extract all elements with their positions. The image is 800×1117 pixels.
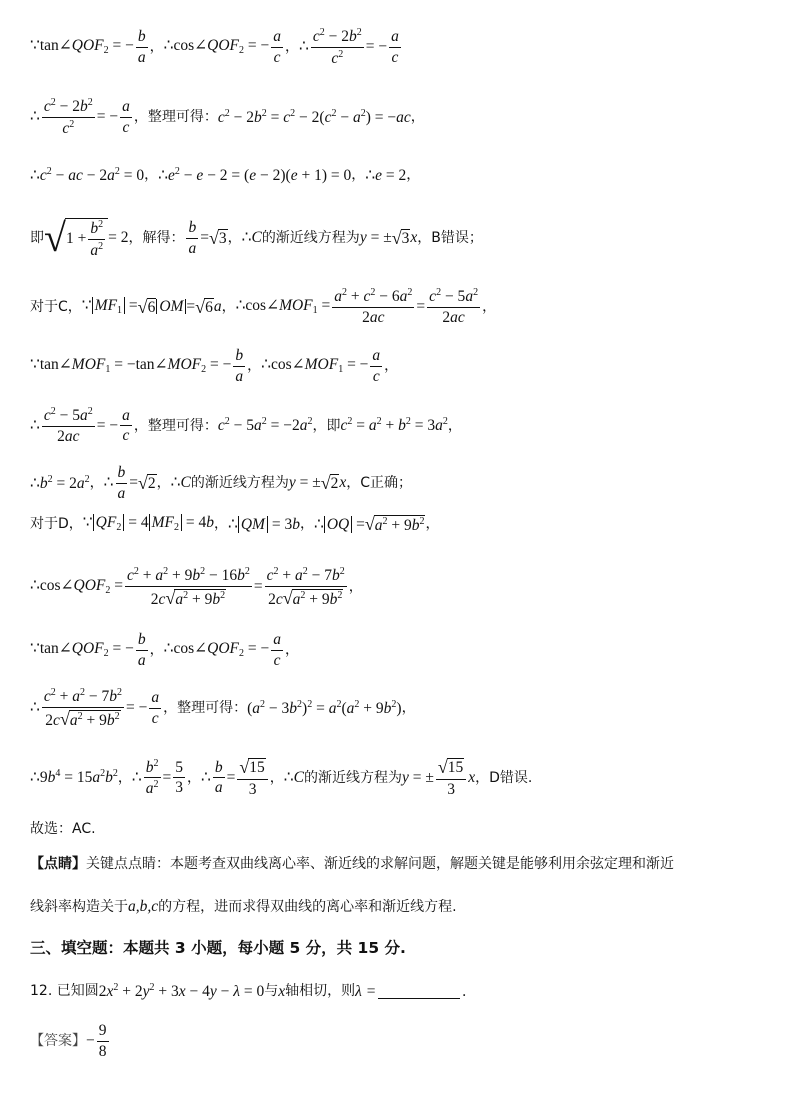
comma: ， — [187, 769, 201, 786]
comma: ， — [425, 516, 440, 533]
comma: ， — [149, 39, 164, 55]
var-lambda: λ = — [355, 982, 377, 1000]
comma: ， — [117, 769, 132, 786]
text-segment: ，即 — [312, 417, 341, 434]
period: . — [462, 982, 467, 1000]
text-segment: 即 — [30, 230, 44, 246]
comma: ， — [269, 769, 284, 786]
comma: ， — [213, 516, 228, 533]
comment-text: 线斜率构造关于 — [30, 898, 128, 915]
text-segment: 对于D， — [30, 516, 83, 533]
comma: ， — [149, 642, 164, 658]
answer-select-text: 故选：AC. — [30, 821, 96, 837]
comma: ， — [156, 475, 171, 491]
text-segment: 轴相切，则 — [285, 983, 356, 1000]
text-segment: 的渐近线方程为 — [190, 475, 289, 491]
text-segment: 的渐近线方程为 — [261, 230, 360, 246]
comma: ， — [144, 167, 159, 184]
solution-line-4: 即 √ 1 + $\frac{b^2}{a^2}$ = 2 ，解得： $\frac{b}{a}$ = √ 3 ， ∴C 的渐近线方程为 y = ± √ 3 x ，B错误； — [30, 215, 483, 260]
solution-line-2: ∴ $\frac{c^2 - 2b^2}{c^2}$ = − $\frac{a}{c}$ ，整理可得： $c^2 - 2b^2 = c^2 - 2(c^2 - a^2) = -ac$ ， — [30, 97, 425, 137]
text-segment: ，整理可得： — [133, 109, 218, 125]
answer-denominator: 8 — [98, 1042, 107, 1060]
solution-line-13: $\therefore 9b^4 = 15a^2b^2$ ， ∴ $\frac{b^2}{a^2}$ = $\frac{5}{3}$ ， ∴ $\frac{b}{a}$ = √ 15 3 ， ∴C 的渐近线方程为 y = ± √ 15 3 x ，D错误. — [30, 757, 533, 798]
comma: ， — [482, 298, 497, 315]
solution-line-6: $\because\tan\angle MOF_1$ = $-\tan\angle MOF_2$ = − $\frac{b}{a}$ ， $\therefore\cos\angle MOF_1$ = − $\frac{a}{c}$ ， — [30, 347, 399, 385]
answer-fraction — [97, 1023, 109, 1059]
solution-line-9: 对于D， ∵ $QF_2 = 4$ $MF_2 = 4b$ ， ∴ QM = 3b ， ∴ OQ = √ $a^2 + 9b^2$ ， — [30, 514, 440, 534]
comma: ， — [351, 167, 366, 184]
comment-tag: 【点睛】 — [30, 856, 86, 872]
solution-line-5: 对于C， ∵ $MF_1$ = √ 6 OM = √ 6 a ， $\therefore\cos\angle MOF_1$ = $\frac{a^2 + c^2 - 6a^2}{2ac}$ = $\frac{c^2 - 5a^2}{2ac}$ ， — [30, 287, 497, 326]
comma: ， — [221, 298, 236, 315]
text-segment: 的渐近线方程为 — [303, 769, 402, 786]
comment-text: 的方程，进而求得双曲线的离心率和渐近线方程. — [158, 898, 457, 915]
comma: ， — [348, 579, 363, 595]
comma: ， — [447, 417, 462, 434]
answer-line — [30, 1023, 780, 1059]
solution-line-1: $\because\tan\angle QOF_2$ = − $\frac{b}{a}$ ， $\therefore\cos\angle QOF_2$ = − $\frac{a}{c}$ ， ∴ $\frac{c^2 - 2b^2}{c^2}$ = − $\frac{a}{c}$ — [30, 27, 399, 67]
comma: ， — [227, 230, 242, 246]
question-12: 12. 已知圆 $2x^2 + 2y^2 + 3x - 4y - \lambda = 0$ 与 x 轴相切，则 λ = . — [30, 982, 467, 1000]
comment-text: 关键点点睛：本题考查双曲线离心率、渐近线的求解问题，解题关键是能够利用余弦定理和渐近 — [86, 856, 674, 872]
solution-line-3: $\therefore c^2$ − ac − $2a^2 = 0$ ， $\therefore e^2 - e - 2 = (e - 2)(e + 1) = 0$ ， ∴e = 2 ， — [30, 166, 421, 184]
comma: ， — [401, 700, 416, 716]
answer-sign: − — [86, 1032, 95, 1050]
solution-line-11: $\because\tan\angle QOF_2$ = − $\frac{b}{a}$ ， $\therefore\cos\angle QOF_2$ = − $\frac{a}{c}$ ， — [30, 631, 299, 669]
question-number: 12. 已知圆 — [30, 983, 99, 1000]
comma: ， — [247, 358, 262, 374]
comma: ， — [406, 167, 421, 184]
section-heading-text: 三、填空题：本题共 3 小题，每小题 5 分，共 15 分. — [30, 939, 406, 957]
comment-line-2 — [30, 899, 780, 915]
text-segment: ，D错误. — [475, 769, 533, 786]
comma: ， — [285, 642, 299, 658]
comment-vars: a,b,c — [128, 898, 159, 915]
solution-line-8: $\therefore b^2 = 2a^2$ ， ∴ $\frac{b}{a}$ = √ 2 ， ∴C 的渐近线方程为 y = ± √ 2 x ，C正确； — [30, 464, 413, 502]
text-segment: ，解得： — [128, 230, 185, 246]
comma: ， — [89, 475, 104, 491]
text-segment: ，C正确； — [346, 475, 413, 491]
comma: ， — [410, 109, 425, 125]
solution-line-10: $\therefore\cos\angle QOF_2$ = $c^2 + a^2 + 9b^2 - 16b^2$ 2c √ $a^2 + 9b^2$ = $c^2 + a^2 - 7b^2$ 2c √ $a^2 + 9b^2$ ， — [30, 566, 363, 608]
text-segment: ，B错误； — [417, 230, 483, 246]
text-segment: 对于C， — [30, 298, 82, 315]
var-x: x — [278, 982, 286, 1000]
text-segment: 与 — [264, 983, 279, 1000]
answer-tag: 【答案】 — [30, 1033, 86, 1049]
solution-line-12: ∴ $c^2 + a^2 - 7b^2$ 2c √ $a^2 + 9b^2$ = − $\frac{a}{c}$ ，整理可得： $(a^2 - 3b^2)^2 = a^2(a^2 + 9b^2)$ ， — [30, 687, 416, 729]
comma: ， — [384, 358, 399, 374]
answer-select — [30, 822, 780, 836]
comma: ， — [299, 516, 314, 533]
comma: ， — [285, 39, 299, 55]
text-segment: ，整理可得： — [163, 700, 248, 716]
answer-numerator: 9 — [97, 1023, 109, 1042]
answer-blank[interactable] — [378, 984, 460, 999]
section-heading — [30, 941, 780, 957]
comment-line-1 — [30, 857, 780, 871]
solution-line-7: ∴ $\frac{c^2 - 5a^2}{2ac}$ = − $\frac{a}{c}$ ，整理可得： $c^2 - 5a^2 = -2a^2$ ，即 $c^2 = a^2 + b^2 = 3a^2$ ， — [30, 406, 462, 445]
text-segment: ，整理可得： — [133, 417, 218, 434]
